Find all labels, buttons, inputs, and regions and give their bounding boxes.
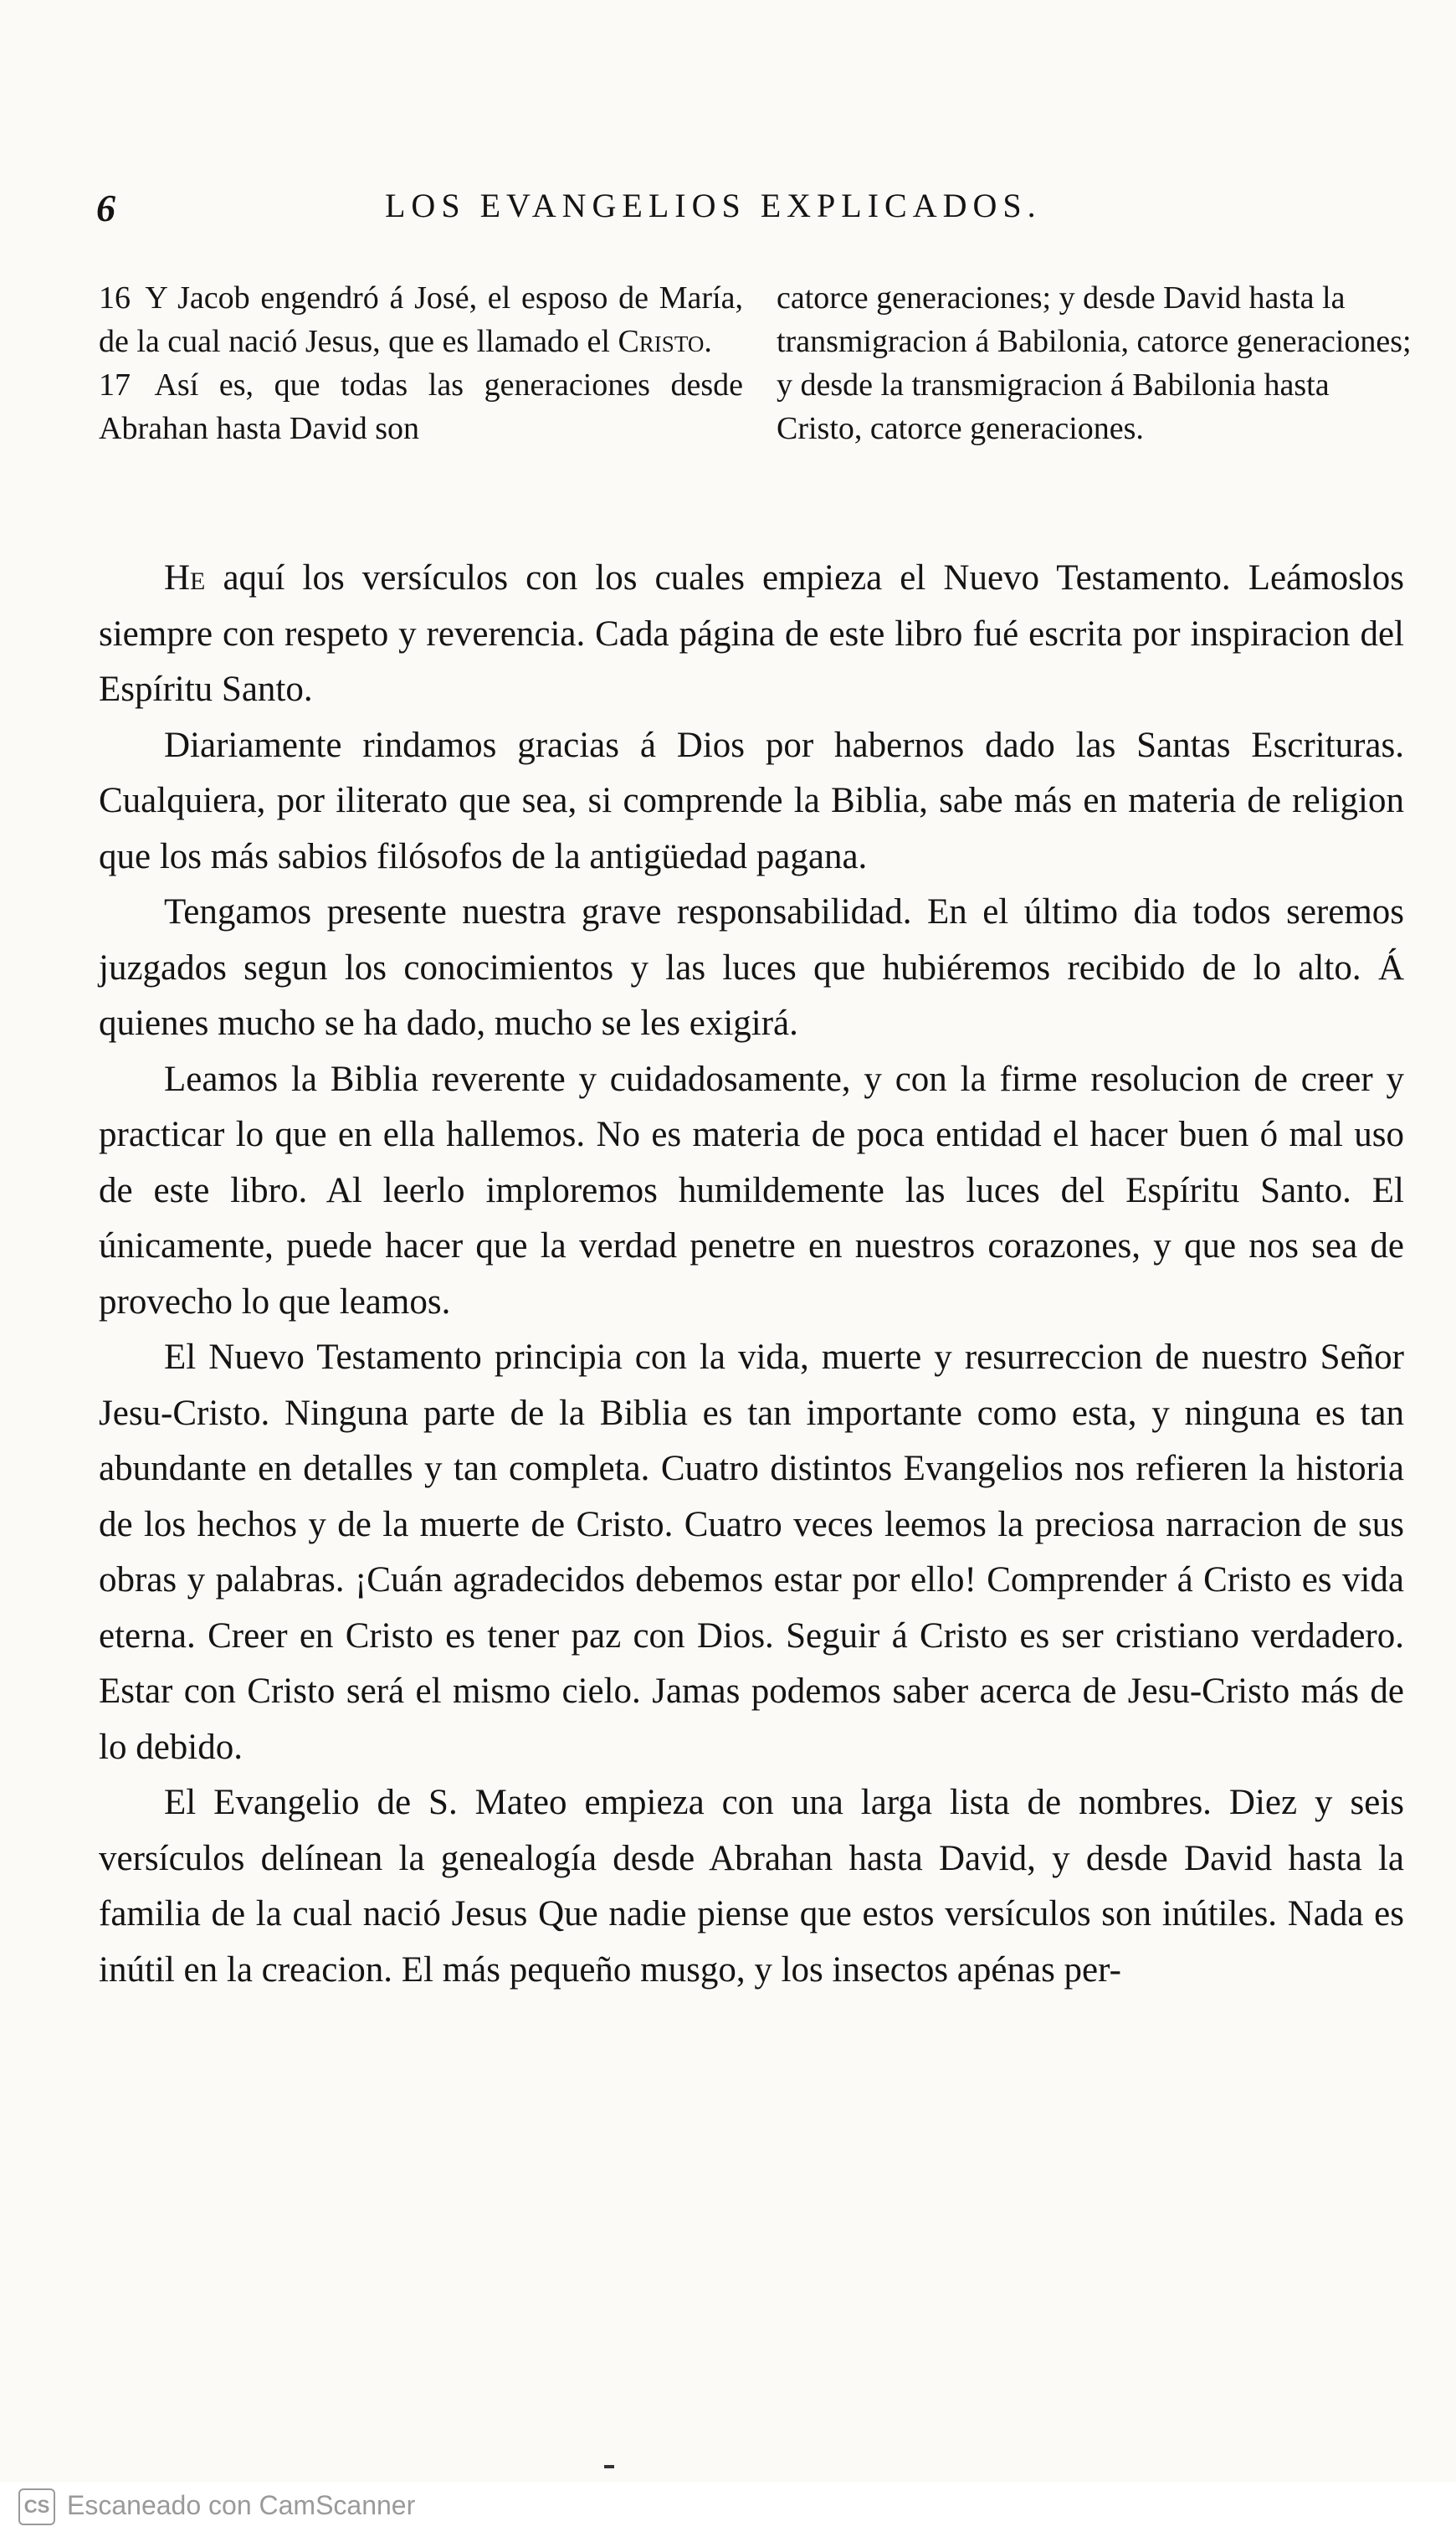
commentary-body [99,551,1404,1998]
verse-text-end: . [704,324,712,359]
camscanner-logo-icon: CS [18,2488,55,2525]
page-header [96,186,1301,244]
page-number: 6 [96,187,115,229]
paragraph-4: Leamos la Biblia reverente y cuidadosamente, y con la firme resolucion de creer y practicar lo que en ella hallemos. No es materia de poca entidad el hacer buen ó mal uso de este libro. Al leerlo imploremos humildemente las luces del Espíritu Santo. El únicamente, puede hacer que la verdad penetre en nuestros corazones, y que nos sea de provecho lo que leamos. [99,1059,1404,1322]
paragraph-3: Tengamos presente nuestra grave responsabilidad. En el último dia todos seremos juzgados segun los conocimientos y las luces que hubiéremos recibido de lo alto. Á quienes mucho se ha dado, mucho se les exigirá. [99,892,1404,1043]
scanner-watermark-text: Escaneado con CamScanner [67,2490,416,2520]
verse-text: Y Jacob engendró á José, el esposo de María, de la cual nació Jesus, que es llamado el [99,280,744,359]
verse-17-start [99,363,743,450]
paragraph-6: El Evangelio de S. Mateo empieza con una larga lista de nombres. Diez y seis versículos delínean la genealogía desde Abrahan hasta David, y desde David hasta la familia de la cual nació Jesus Que nadie piense que estos versículos son inútiles. Nada es inútil en la creacion. El más pequeño musgo, y los insectos apénas per- [99,1783,1404,1990]
verse-block [99,276,1412,519]
verse-16 [99,276,743,363]
running-title: LOS EVANGELIOS EXPLICADOS. [385,187,1042,224]
verse-number: 17 [99,367,131,403]
verse-small-caps: Cristo [618,324,705,359]
verse-number: 16 [99,280,131,316]
scanner-footer [0,2482,1456,2542]
paragraph-5: El Nuevo Testamento principia con la vida, muerte y resurreccion de nuestro Señor Jesu-Cristo. Ninguna parte de la Biblia es tan importante como esta, y ninguna es tan abundante en detalles y tan completa. Cuatro distintos Evangelios nos refieren la historia de los hechos y de la muerte de Cristo. Cuatro veces leemos la preciosa narracion de sus obras y palabras. ¡Cuán agradecidos debemos estar por ello! Comprender á Cristo es vida eterna. Creer en Cristo es tener paz con Dios. Seguir á Cristo es ser cristiano verdadero. Estar con Cristo será el mismo cielo. Jamas podemos saber acerca de Jesu-Cristo más de lo debido. [99,1338,1404,1767]
verse-column-right [777,276,1412,450]
paragraph-text: aquí los versículos con los cuales empieza el Nuevo Testamento. Leámoslos siempre con respeto y reverencia. Cada página de este libro fué escrita por inspiracion del Espíritu Santo. [99,558,1404,709]
page-mark [604,2465,614,2468]
paragraph-1 [99,551,1404,718]
verse-column-left [99,276,743,450]
verse-17-continued: catorce generaciones; y desde David hasta la transmigracion á Babilonia, catorce generaciones; y desde la transmigracion á Babilonia hasta Cristo, catorce generaciones. [777,280,1412,446]
verse-text: Así es, que todas las generaciones desde Abrahan hasta David son [99,367,743,446]
paragraph-2: Diariamente rindamos gracias á Dios por habernos dado las Santas Escrituras. Cualquiera, por iliterato que sea, si comprende la Biblia, sabe más en materia de religion que los más sabios filósofos de la antigüedad pagana. [99,725,1404,876]
paragraph-lead: He [164,558,206,598]
